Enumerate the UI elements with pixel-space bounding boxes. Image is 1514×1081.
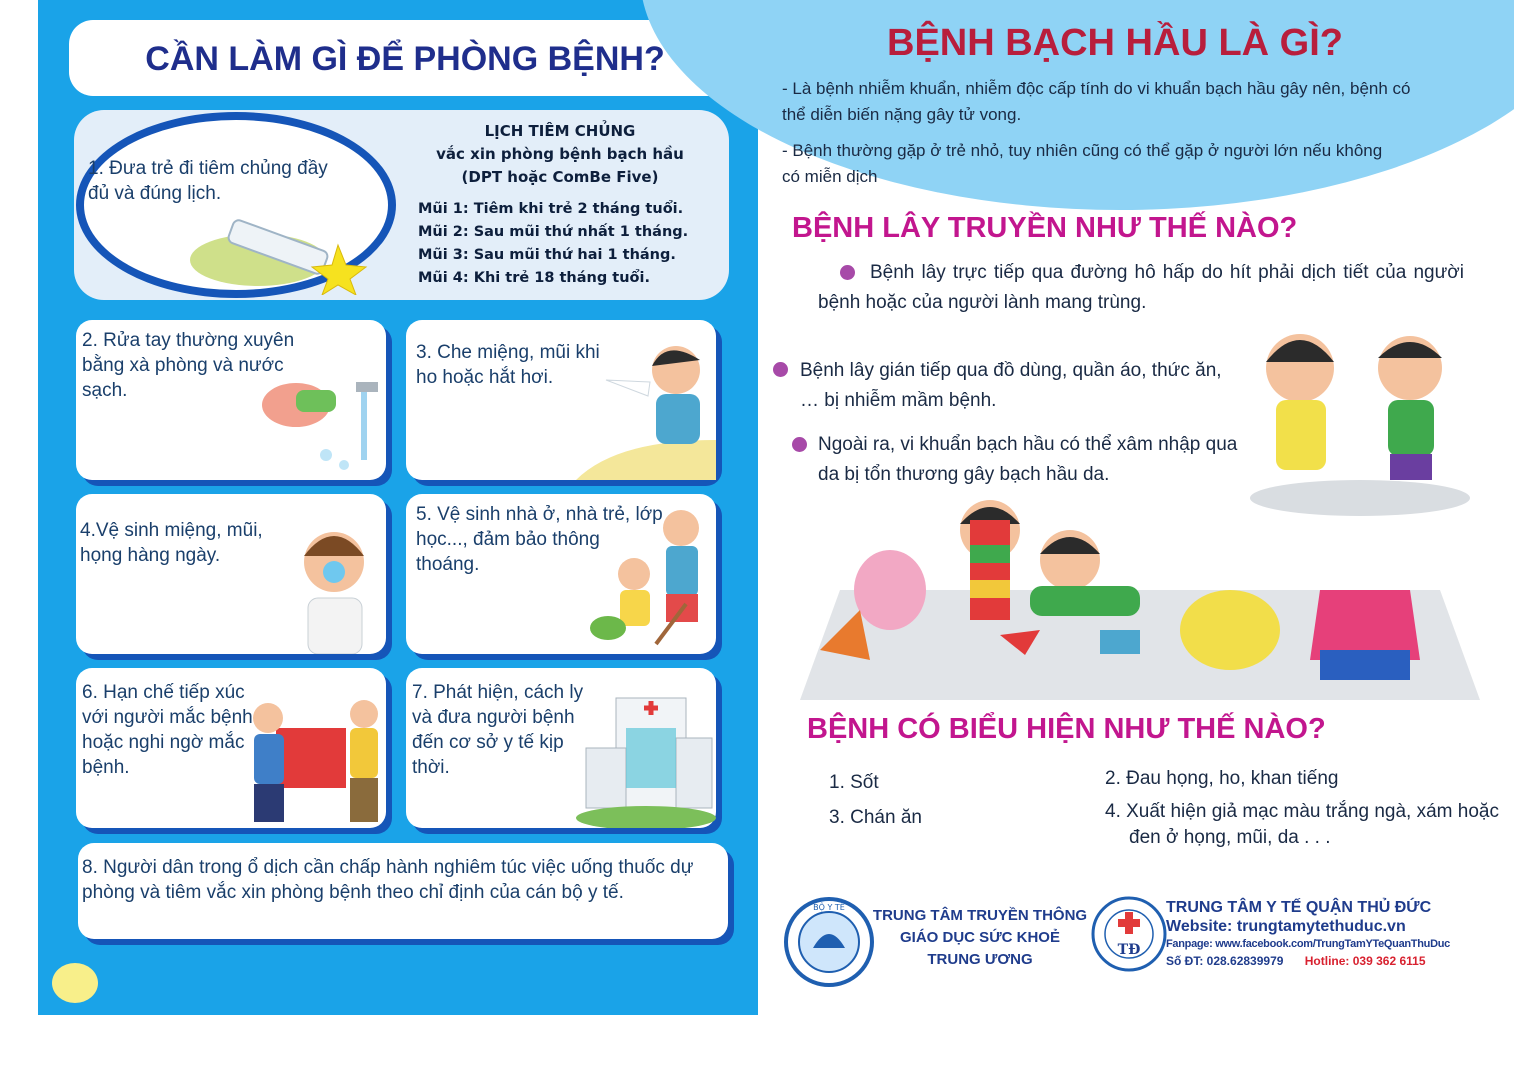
- org2-block: [1166, 898, 1476, 970]
- step4-card: [76, 494, 386, 654]
- ministry-logo: [783, 896, 875, 988]
- decorative-dot: [52, 963, 98, 1003]
- toys-and-children-illustration: [800, 490, 1480, 700]
- disease-title: BỆNH BẠCH HẦU LÀ GÌ?: [887, 22, 1343, 64]
- syringe-illustration: [188, 205, 368, 295]
- transmission-item-2: Bệnh lây gián tiếp qua đồ dùng, quần áo, thức ăn, … bị nhiễm mầm bệnh.: [800, 360, 1222, 411]
- schedule-title: [410, 120, 710, 189]
- hospital-illustration: [576, 688, 716, 828]
- step6-card: [76, 668, 386, 828]
- bullet-icon: [773, 362, 788, 377]
- coughing-children-illustration: [1240, 318, 1480, 518]
- step4-text: 4.Vệ sinh miệng, mũi, họng hàng ngày.: [80, 520, 263, 566]
- org2-phone: Số ĐT: 028.62839979: [1166, 954, 1284, 968]
- step5-card: [406, 494, 716, 654]
- step2-text: 2. Rửa tay thường xuyên bằng xà phòng và nước sạch.: [82, 330, 295, 401]
- ministry-logo-text: BỘ Y TẾ: [813, 903, 845, 912]
- step5-text: 5. Vệ sinh nhà ở, nhà trẻ, lớp học..., đảm bảo thông thoáng.: [416, 504, 663, 575]
- transmission-item-3: Ngoài ra, vi khuẩn bạch hầu có thể xâm nhập qua da bị tổn thương gây bạch hầu da.: [818, 434, 1238, 485]
- symptom-item: 1. Sốt: [829, 772, 879, 793]
- prevention-title-box: [69, 20, 741, 96]
- step7-card: [406, 668, 716, 828]
- cleaning-children-illustration: [586, 504, 716, 654]
- schedule-title-line3: (DPT hoặc ComBe Five): [461, 168, 659, 186]
- org2-contacts: [1166, 952, 1476, 970]
- org2-fanpage[interactable]: Fanpage: www.facebook.com/TrungTamYTeQuanThuDuc: [1166, 938, 1450, 950]
- step2-card: [76, 320, 386, 480]
- intro-paragraph-2: - Bệnh thường gặp ở trẻ nhỏ, tuy nhiên cũng có thể gặp ở người lớn nếu không có miễn dịch: [782, 141, 1383, 186]
- symptom-item: 4. Xuất hiện giả mạc màu trắng ngà, xám hoặc đen ở họng, mũi, da . . .: [1105, 801, 1499, 848]
- thu-duc-center-logo: [1090, 894, 1168, 974]
- schedule-title-line2: vắc xin phòng bệnh bạch hầu: [436, 145, 684, 163]
- step8-text: 8. Người dân trong ổ dịch cần chấp hành nghiêm túc việc uống thuốc dự phòng và tiêm vắc xin phòng bệnh theo chỉ định của cán bộ y tế.: [82, 857, 694, 903]
- intro-paragraph-1: - Là bệnh nhiễm khuẩn, nhiễm độc cấp tính do vi khuẩn bạch hầu gây nên, bệnh có thể diễn biến nặng gây tử vong.: [782, 79, 1411, 124]
- org2-name: TRUNG TÂM Y TẾ QUẬN THỦ ĐỨC: [1166, 899, 1432, 916]
- transmission-heading: BỆNH LÂY TRUYỀN NHƯ THẾ NÀO?: [792, 212, 1298, 244]
- symptom-item: 3. Chán ăn: [829, 807, 922, 828]
- step6-text: 6. Hạn chế tiếp xúc với người mắc bệnh hoặc nghi ngờ mắc bệnh.: [82, 682, 253, 778]
- gargling-girl-illustration: [286, 516, 386, 654]
- avoid-contact-illustration: [246, 688, 386, 828]
- org2-hotline: Hotline: 039 362 6115: [1304, 954, 1426, 968]
- org1-line2: GIÁO DỤC SỨC KHOẺ TRUNG ƯƠNG: [900, 929, 1060, 968]
- prevention-panel: [38, 0, 758, 1015]
- dose-item: Mũi 1: Tiêm khi trẻ 2 tháng tuổi.: [418, 201, 684, 217]
- step7-text: 7. Phát hiện, cách ly và đưa người bệnh đến cơ sở y tế kịp thời.: [412, 682, 584, 778]
- prevention-title: CẦN LÀM GÌ ĐỂ PHÒNG BỆNH?: [145, 40, 665, 78]
- step8-card: [78, 843, 728, 939]
- schedule-doses: [418, 198, 738, 290]
- dose-item: Mũi 4: Khi trẻ 18 tháng tuổi.: [418, 270, 650, 286]
- step3-card: [406, 320, 716, 480]
- org2-website[interactable]: Website: trungtamytethuduc.vn: [1166, 918, 1406, 935]
- step3-text: 3. Che miệng, mũi khi ho hoặc hắt hơi.: [416, 342, 600, 388]
- sneezing-child-illustration: [576, 330, 716, 480]
- symptoms-heading: BỆNH CÓ BIỂU HIỆN NHƯ THẾ NÀO?: [807, 713, 1326, 745]
- bullet-icon: [792, 437, 807, 452]
- schedule-title-line1: LỊCH TIÊM CHỦNG: [484, 122, 636, 140]
- dose-item: Mũi 2: Sau mũi thứ nhất 1 tháng.: [418, 224, 689, 240]
- symptom-item: 2. Đau họng, ho, khan tiếng: [1105, 768, 1339, 789]
- transmission-item-1: Bệnh lây trực tiếp qua đường hô hấp do hít phải dịch tiết của người bệnh hoặc của người lành mang trùng.: [818, 262, 1464, 313]
- org1-line1: TRUNG TÂM TRUYỀN THÔNG: [872, 907, 1088, 924]
- step1-text: 1. Đưa trẻ đi tiêm chủng đầy đủ và đúng lịch.: [88, 158, 328, 204]
- dose-item: Mũi 3: Sau mũi thứ hai 1 tháng.: [418, 247, 676, 263]
- thu-duc-logo-text: TĐ: [1117, 942, 1141, 958]
- org1-name: [872, 905, 1088, 971]
- handwashing-illustration: [256, 370, 386, 480]
